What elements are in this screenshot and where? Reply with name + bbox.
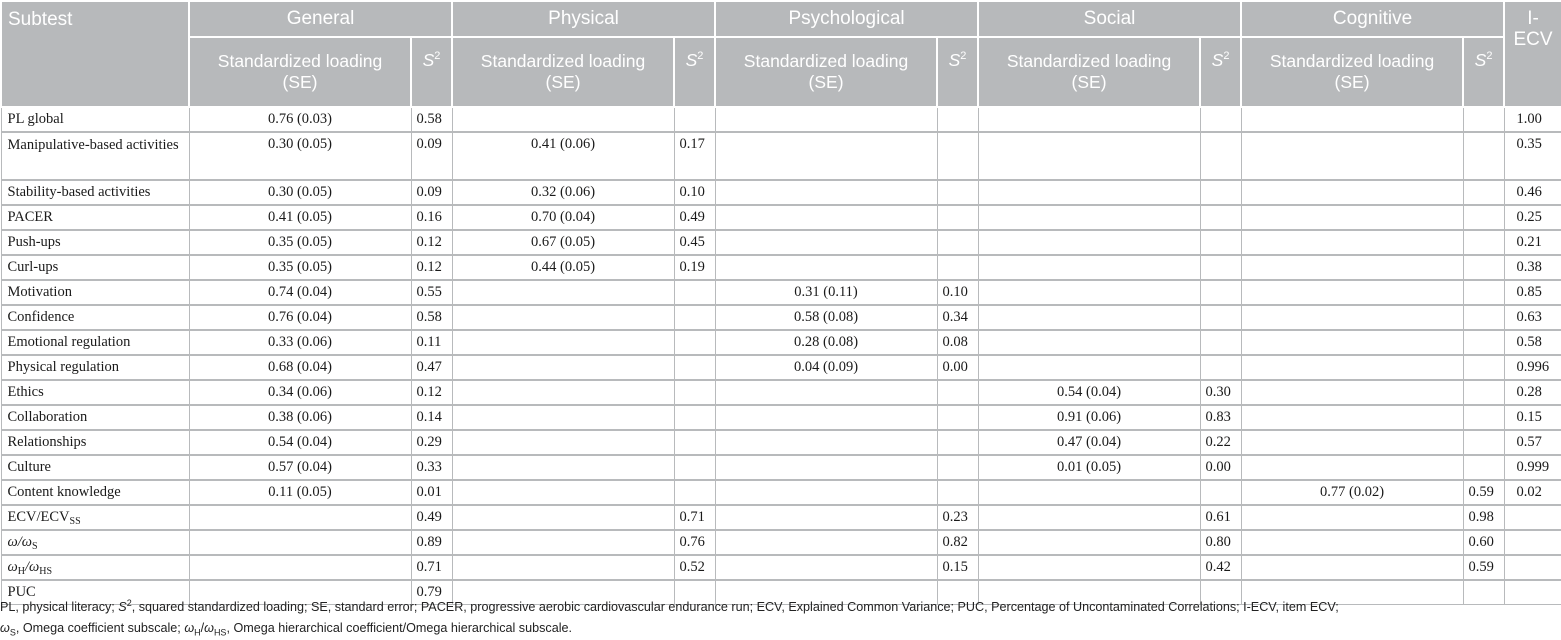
- s2-cell: [937, 180, 978, 205]
- s2-cell: 0.12: [411, 255, 452, 280]
- loading-cell: 0.77 (0.02): [1241, 480, 1463, 505]
- s2-cell: 0.16: [411, 205, 452, 230]
- table-row: [1, 255, 1561, 280]
- s2-cell: [1463, 330, 1504, 355]
- summary-value-cell: 0.61: [1200, 505, 1241, 530]
- loading-cell: [715, 505, 937, 530]
- s2-cell: 0.55: [411, 280, 452, 305]
- iecv-cell: 0.63: [1504, 305, 1561, 330]
- s2-cell: [1200, 255, 1241, 280]
- row-label: PACER: [1, 205, 189, 230]
- loading-cell: [715, 205, 937, 230]
- loading-cell: 0.38 (0.06): [189, 405, 411, 430]
- s2-cell: 0.30: [1200, 380, 1241, 405]
- loading-cell: 0.54 (0.04): [978, 380, 1200, 405]
- summary-value-cell: 0.79: [411, 580, 452, 605]
- loading-cell: [452, 530, 674, 555]
- s2-cell: 0.59: [1463, 480, 1504, 505]
- loading-cell: [1241, 430, 1463, 455]
- row-label: Curl-ups: [1, 255, 189, 280]
- loading-cell: 0.41 (0.05): [189, 205, 411, 230]
- loading-cell: 0.44 (0.05): [452, 255, 674, 280]
- s2-cell: [674, 107, 715, 132]
- summary-value-cell: 0.89: [411, 530, 452, 555]
- s2-cell: [1463, 255, 1504, 280]
- loading-cell: [452, 280, 674, 305]
- s2-cell: [1200, 205, 1241, 230]
- s2-cell: [937, 132, 978, 180]
- loading-cell: [715, 230, 937, 255]
- table-row: [1, 280, 1561, 305]
- s2-cell: [1463, 430, 1504, 455]
- s2-cell: [1463, 280, 1504, 305]
- s2-cell: 0.00: [1200, 455, 1241, 480]
- loading-cell: [978, 480, 1200, 505]
- header-loading-social: Standardized loading (SE): [978, 37, 1200, 107]
- loading-cell: [452, 305, 674, 330]
- loading-cell: [1241, 205, 1463, 230]
- s2-cell: [937, 380, 978, 405]
- s2-cell: [1200, 305, 1241, 330]
- s2-cell: 0.10: [674, 180, 715, 205]
- iecv-cell: [1504, 505, 1561, 530]
- iecv-cell: 0.999: [1504, 455, 1561, 480]
- loading-cell: 0.68 (0.04): [189, 355, 411, 380]
- loading-cell: 0.47 (0.04): [978, 430, 1200, 455]
- loading-cell: 0.31 (0.11): [715, 280, 937, 305]
- s2-cell: 0.22: [1200, 430, 1241, 455]
- table-row: [1, 180, 1561, 205]
- s2-cell: [937, 430, 978, 455]
- loading-cell: [1241, 355, 1463, 380]
- summary-value-cell: 0.82: [937, 530, 978, 555]
- table-row: [1, 205, 1561, 230]
- header-s2-physical: $S^2$: [674, 37, 715, 107]
- table-row: [1, 430, 1561, 455]
- header-group-social: Social: [978, 1, 1241, 37]
- s2-cell: [1463, 455, 1504, 480]
- loading-cell: [452, 330, 674, 355]
- loading-cell: 0.76 (0.04): [189, 305, 411, 330]
- header-s2-social: $S^2$: [1200, 37, 1241, 107]
- loading-cell: [978, 205, 1200, 230]
- table-row: [1, 305, 1561, 330]
- s2-cell: [937, 230, 978, 255]
- s2-cell: [674, 330, 715, 355]
- s2-cell: [1463, 355, 1504, 380]
- header-loading-cognitive: Standardized loading (SE): [1241, 37, 1463, 107]
- summary-value-cell: 0.71: [674, 505, 715, 530]
- s2-cell: [937, 405, 978, 430]
- s2-cell: [674, 280, 715, 305]
- footnote-line-2: $\omega_S$, Omega coefficient subscale; $\omega_H/\omega_{HS}$, Omega hierarchical coefficient/Omega hierarchical subscale.: [0, 621, 573, 638]
- row-label: Confidence: [1, 305, 189, 330]
- loading-cell: [1241, 230, 1463, 255]
- loading-cell: [189, 505, 411, 530]
- loading-cell: [978, 305, 1200, 330]
- loading-cell: [715, 530, 937, 555]
- loading-cell: [978, 255, 1200, 280]
- loading-cell: 0.70 (0.04): [452, 205, 674, 230]
- s2-cell: [1200, 355, 1241, 380]
- loading-cell: 0.30 (0.05): [189, 132, 411, 180]
- header-loading-general: Standardized loading (SE): [189, 37, 411, 107]
- loading-cell: [978, 555, 1200, 580]
- loading-cell: 0.34 (0.06): [189, 380, 411, 405]
- s2-cell: 0.09: [411, 180, 452, 205]
- table-footnote: [0, 597, 1561, 639]
- loading-cell: 0.32 (0.06): [452, 180, 674, 205]
- table-body: [1, 107, 1561, 605]
- loading-cell: [978, 530, 1200, 555]
- s2-cell: [1463, 180, 1504, 205]
- loading-cell: [189, 530, 411, 555]
- loading-cell: [1241, 505, 1463, 530]
- summary-value-cell: 0.76: [674, 530, 715, 555]
- iecv-cell: 0.38: [1504, 255, 1561, 280]
- s2-cell: [1200, 230, 1241, 255]
- row-label: Motivation: [1, 280, 189, 305]
- s2-cell: [1200, 180, 1241, 205]
- loading-cell: [715, 380, 937, 405]
- loading-cell: [978, 132, 1200, 180]
- s2-cell: 0.12: [411, 230, 452, 255]
- row-label: Emotional regulation: [1, 330, 189, 355]
- s2-cell: 0.10: [937, 280, 978, 305]
- row-label: Collaboration: [1, 405, 189, 430]
- s2-cell: [1200, 480, 1241, 505]
- row-label: $\omega_H/\omega_{HS}$: [1, 555, 189, 580]
- s2-cell: 0.19: [674, 255, 715, 280]
- s2-cell: [674, 480, 715, 505]
- s2-cell: [1463, 230, 1504, 255]
- loading-cell: [715, 455, 937, 480]
- iecv-cell: 0.57: [1504, 430, 1561, 455]
- loading-cell: 0.04 (0.09): [715, 355, 937, 380]
- loading-cell: 0.35 (0.05): [189, 230, 411, 255]
- s2-cell: 0.47: [411, 355, 452, 380]
- loading-cell: 0.57 (0.04): [189, 455, 411, 480]
- loading-cell: [715, 405, 937, 430]
- footnote-line-1: PL, physical literacy; $S^2$, squared standardized loading; SE, standard error; PACER, progressive aerobic cardiovascular endurance run; ECV, Explained Common Variance; PUC, Percentage of Uncontaminated Correlations; I-ECV, item ECV;: [0, 597, 1339, 614]
- header-s2-cognitive: $S^2$: [1463, 37, 1504, 107]
- loading-cell: [452, 380, 674, 405]
- header-iecv: I- ECV: [1504, 1, 1561, 107]
- loading-cell: 0.28 (0.08): [715, 330, 937, 355]
- iecv-cell: 0.996: [1504, 355, 1561, 380]
- iecv-cell: 0.21: [1504, 230, 1561, 255]
- iecv-cell: 1.00: [1504, 107, 1561, 132]
- s2-cell: [1463, 132, 1504, 180]
- summary-row-omega-h: [1, 555, 1561, 580]
- row-label: Culture: [1, 455, 189, 480]
- table-row: [1, 230, 1561, 255]
- summary-row-ecv: [1, 505, 1561, 530]
- loading-cell: [978, 505, 1200, 530]
- iecv-cell: 0.35: [1504, 132, 1561, 180]
- summary-value-cell: 0.80: [1200, 530, 1241, 555]
- table-row: [1, 107, 1561, 132]
- loading-cell: 0.76 (0.03): [189, 107, 411, 132]
- s2-cell: 0.14: [411, 405, 452, 430]
- summary-row-omega: [1, 530, 1561, 555]
- summary-value-cell: 0.60: [1463, 530, 1504, 555]
- s2-cell: [674, 455, 715, 480]
- loading-cell: [1241, 330, 1463, 355]
- header-subtest: Subtest: [1, 1, 189, 107]
- row-label: ECV/$ECV_{SS}$: [1, 505, 189, 530]
- loading-cell: [1241, 255, 1463, 280]
- table-row: [1, 405, 1561, 430]
- loading-cell: [715, 480, 937, 505]
- loading-cell: [452, 430, 674, 455]
- row-label: $\omega/\omega_S$: [1, 530, 189, 555]
- summary-value-cell: 0.15: [937, 555, 978, 580]
- table-row: [1, 380, 1561, 405]
- loading-cell: [1241, 305, 1463, 330]
- row-label: Ethics: [1, 380, 189, 405]
- s2-cell: [1200, 132, 1241, 180]
- summary-value-cell: 0.52: [674, 555, 715, 580]
- s2-cell: 0.29: [411, 430, 452, 455]
- s2-cell: [674, 305, 715, 330]
- loading-cell: [452, 455, 674, 480]
- row-label: Content knowledge: [1, 480, 189, 505]
- loading-cell: 0.67 (0.05): [452, 230, 674, 255]
- iecv-cell: 0.46: [1504, 180, 1561, 205]
- loading-cell: 0.41 (0.06): [452, 132, 674, 180]
- loading-cell: 0.01 (0.05): [978, 455, 1200, 480]
- s2-cell: [937, 255, 978, 280]
- s2-cell: 0.17: [674, 132, 715, 180]
- s2-cell: [1200, 107, 1241, 132]
- s2-cell: 0.12: [411, 380, 452, 405]
- summary-value-cell: 0.98: [1463, 505, 1504, 530]
- header-group-general: General: [189, 1, 452, 37]
- loading-cell: [452, 555, 674, 580]
- iecv-cell: 0.28: [1504, 380, 1561, 405]
- loading-cell: 0.74 (0.04): [189, 280, 411, 305]
- s2-cell: 0.01: [411, 480, 452, 505]
- loading-cell: 0.54 (0.04): [189, 430, 411, 455]
- row-label: Manipulative-based activities: [1, 132, 189, 180]
- s2-cell: [937, 107, 978, 132]
- summary-value-cell: 0.23: [937, 505, 978, 530]
- loading-cell: 0.33 (0.06): [189, 330, 411, 355]
- summary-value-cell: 0.49: [411, 505, 452, 530]
- s2-cell: [1463, 380, 1504, 405]
- table-row: [1, 455, 1561, 480]
- s2-cell: 0.09: [411, 132, 452, 180]
- s2-cell: [1463, 405, 1504, 430]
- table-row: [1, 355, 1561, 380]
- loading-cell: [715, 255, 937, 280]
- summary-value-cell: 0.42: [1200, 555, 1241, 580]
- table-row: [1, 330, 1561, 355]
- row-label: PL global: [1, 107, 189, 132]
- s2-cell: [937, 205, 978, 230]
- summary-value-cell: 0.59: [1463, 555, 1504, 580]
- loading-cell: 0.58 (0.08): [715, 305, 937, 330]
- loading-cell: 0.35 (0.05): [189, 255, 411, 280]
- s2-cell: [674, 355, 715, 380]
- s2-cell: [674, 430, 715, 455]
- iecv-cell: [1504, 555, 1561, 580]
- loading-cell: [978, 355, 1200, 380]
- s2-cell: [937, 480, 978, 505]
- s2-cell: 0.49: [674, 205, 715, 230]
- loading-cell: [978, 230, 1200, 255]
- loading-cell: [978, 330, 1200, 355]
- table-row: [1, 132, 1561, 180]
- loading-cell: [1241, 132, 1463, 180]
- row-label: PUC: [1, 580, 189, 605]
- loading-cell: 0.91 (0.06): [978, 405, 1200, 430]
- loading-cell: [1241, 280, 1463, 305]
- table-header: [1, 1, 1561, 107]
- loading-cell: [1241, 107, 1463, 132]
- loading-cell: [1241, 555, 1463, 580]
- row-label: Relationships: [1, 430, 189, 455]
- header-group-psychological: Psychological: [715, 1, 978, 37]
- iecv-cell: [1504, 530, 1561, 555]
- loading-cell: [715, 132, 937, 180]
- s2-cell: [937, 455, 978, 480]
- s2-cell: [1463, 205, 1504, 230]
- header-s2-psychological: $S^2$: [937, 37, 978, 107]
- loading-cell: 0.30 (0.05): [189, 180, 411, 205]
- s2-cell: [1463, 107, 1504, 132]
- s2-cell: 0.08: [937, 330, 978, 355]
- header-loading-physical: Standardized loading (SE): [452, 37, 674, 107]
- s2-cell: 0.83: [1200, 405, 1241, 430]
- iecv-cell: 0.85: [1504, 280, 1561, 305]
- header-group-cognitive: Cognitive: [1241, 1, 1504, 37]
- loading-cell: [452, 505, 674, 530]
- iecv-cell: 0.02: [1504, 480, 1561, 505]
- loading-cell: [978, 180, 1200, 205]
- s2-cell: [1463, 305, 1504, 330]
- s2-cell: 0.58: [411, 305, 452, 330]
- header-s2-general: $S^2$: [411, 37, 452, 107]
- loading-cell: [715, 430, 937, 455]
- loading-cell: [978, 280, 1200, 305]
- loading-cell: [1241, 405, 1463, 430]
- s2-cell: [674, 405, 715, 430]
- s2-cell: 0.45: [674, 230, 715, 255]
- iecv-cell: 0.15: [1504, 405, 1561, 430]
- loading-cell: [715, 107, 937, 132]
- table-row: [1, 480, 1561, 505]
- s2-cell: 0.11: [411, 330, 452, 355]
- loading-cell: [715, 180, 937, 205]
- row-label: Push-ups: [1, 230, 189, 255]
- loading-cell: [1241, 380, 1463, 405]
- subheader-row: [1, 37, 1561, 107]
- loading-cell: [189, 555, 411, 580]
- s2-cell: 0.58: [411, 107, 452, 132]
- loading-cell: [1241, 530, 1463, 555]
- header-loading-psychological: Standardized loading (SE): [715, 37, 937, 107]
- s2-cell: 0.00: [937, 355, 978, 380]
- loading-cell: [452, 480, 674, 505]
- loading-cell: [452, 405, 674, 430]
- loading-cell: [1241, 180, 1463, 205]
- loading-cell: [715, 555, 937, 580]
- row-label: Stability-based activities: [1, 180, 189, 205]
- iecv-cell: 0.25: [1504, 205, 1561, 230]
- s2-cell: 0.33: [411, 455, 452, 480]
- loading-cell: [452, 107, 674, 132]
- loading-cell: 0.11 (0.05): [189, 480, 411, 505]
- s2-cell: [1200, 280, 1241, 305]
- row-label: Physical regulation: [1, 355, 189, 380]
- header-group-physical: Physical: [452, 1, 715, 37]
- summary-value-cell: 0.71: [411, 555, 452, 580]
- loading-cell: [452, 355, 674, 380]
- iecv-cell: 0.58: [1504, 330, 1561, 355]
- s2-cell: 0.34: [937, 305, 978, 330]
- s2-cell: [674, 380, 715, 405]
- loading-cell: [978, 107, 1200, 132]
- s2-cell: [1200, 330, 1241, 355]
- loading-cell: [1241, 455, 1463, 480]
